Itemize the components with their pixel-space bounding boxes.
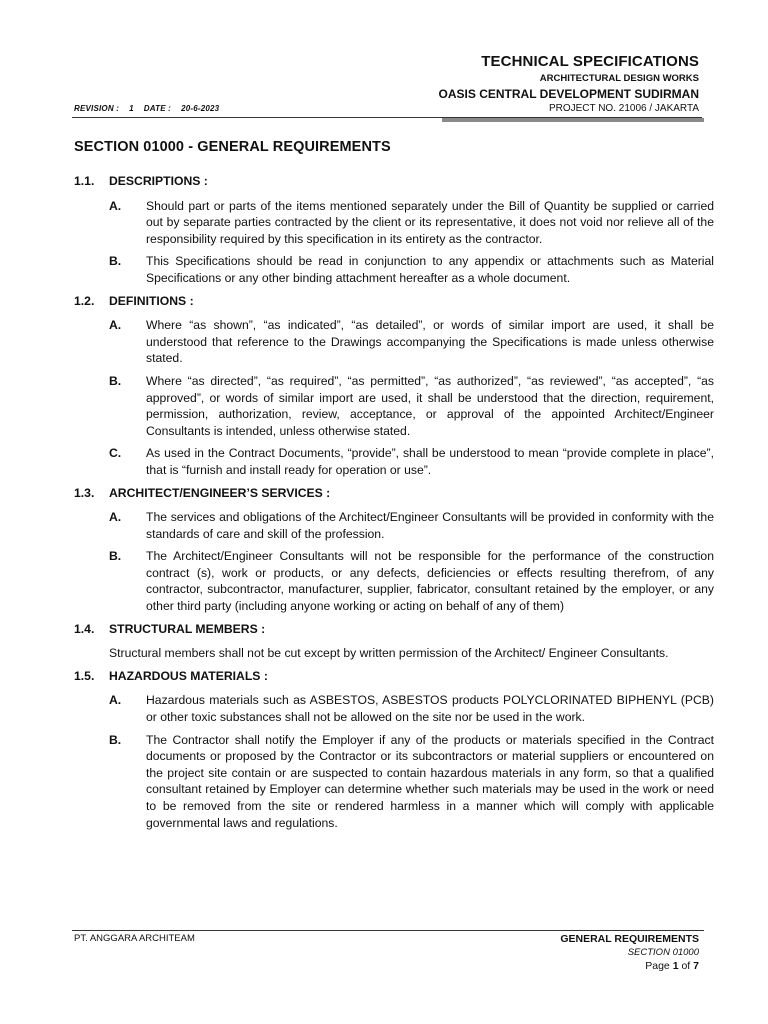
revision-date [74, 104, 229, 113]
list-item [109, 198, 714, 248]
section-heading-text: DESCRIPTIONS : [109, 174, 208, 188]
header-accent-bar [442, 118, 704, 122]
item-text: Hazardous materials such as ASBESTOS, ASBESTOS products POLYCLORINATED BIPHENYL (PCB) or other toxic substances shall not be allowed on the site nor be used in the work. [146, 693, 714, 725]
footer-section-ref: SECTION 01000 [627, 947, 699, 958]
section-number: 1.1. [74, 174, 95, 188]
section-heading-text: ARCHITECT/ENGINEER’S SERVICES : [109, 485, 331, 500]
section-number: 1.3. [74, 485, 95, 500]
item-text: Should part or parts of the items mentioned separately under the Bill of Quantity be supplied or carried out by separate parties contracted by the client or its representative, it does not void nor relieve all of the responsibility required by this specification in its entirety as the contractor. [146, 198, 714, 246]
section-heading-text: DEFINITIONS : [109, 293, 194, 308]
item-text: As used in the Contract Documents, “provide”, shall be understood to mean “provide complete in place”, that is “furnish and install ready for operation or use”. [146, 446, 714, 477]
section-heading [74, 173, 714, 190]
document-subtitle: ARCHITECTURAL DESIGN WORKS [539, 73, 699, 84]
list-item [109, 253, 714, 286]
list-item [109, 509, 714, 542]
item-letter: A. [109, 693, 122, 708]
item-letter: A. [109, 510, 122, 525]
date-label: DATE : [143, 104, 172, 113]
project-number: PROJECT NO. 21006 / JAKARTA [548, 103, 699, 114]
section-paragraph: Structural members shall not be cut except by written permission of the Architect/ Engineer Consultants. [109, 646, 669, 661]
item-letter: B. [109, 732, 122, 747]
section-heading [74, 621, 714, 638]
item-letter: B. [109, 549, 122, 564]
list-item [109, 692, 714, 725]
section-heading [74, 485, 714, 502]
section-heading [74, 668, 714, 685]
section-title: SECTION 01000 - GENERAL REQUIREMENTS [74, 139, 391, 155]
page-current: 1 [672, 960, 679, 972]
section-heading-text: STRUCTURAL MEMBERS : [109, 621, 266, 636]
footer-divider [72, 930, 704, 931]
project-name: OASIS CENTRAL DEVELOPMENT SUDIRMAN [438, 87, 699, 101]
item-letter: B. [109, 254, 122, 269]
list-item [109, 548, 714, 614]
date-value: 20-6-2023 [181, 104, 220, 113]
item-text: The services and obligations of the Architect/Engineer Consultants will be provided in conformity with the standards of care and skill of the profession. [146, 510, 714, 541]
company-name: PT. ANGGARA ARCHITEAM [74, 933, 195, 944]
item-text: This Specifications should be read in conjunction to any appendix or attachments such as Material Specifications or any other binding attachment hereafter as a whole document. [146, 254, 714, 285]
document-title: TECHNICAL SPECIFICATIONS [481, 53, 699, 70]
document-body [74, 173, 714, 837]
section-number: 1.4. [74, 621, 95, 636]
list-item [109, 317, 714, 367]
list-item [109, 373, 714, 439]
item-letter: A. [109, 318, 122, 333]
revision-value: 1 [129, 104, 134, 113]
item-letter: B. [109, 373, 122, 388]
item-text: The Architect/Engineer Consultants will not be responsible for the performance of the construction contract (s), work or products, or any defects, deficiencies or effects resulting therefrom, of any contractor, subcontractor, manufacturer, supplier, fabricator, consultant retained by the employer, or any other third party (including anyone working or acting on behalf of any of them) [146, 549, 714, 614]
list-item [109, 732, 714, 832]
item-letter: A. [109, 198, 122, 213]
page-number [645, 960, 699, 972]
revision-label: REVISION : [74, 104, 120, 113]
footer-doc-title: GENERAL REQUIREMENTS [560, 933, 699, 945]
section-heading-text: HAZARDOUS MATERIALS : [109, 668, 268, 683]
list-item [109, 445, 714, 478]
item-text: The Contractor shall notify the Employer if any of the products or materials specified in the Contract documents or proposed by the Contractor or its subcontractors or material suppliers or encountered on the project site contain or are suspected to contain hazardous materials in any form, so that a qualified consultant retained by Employer can determine whether such materials may be used in the work or need to be removed from the site or rendered harmless in a manner which will comply with applicable governmental laws and regulations. [146, 732, 714, 830]
page-of: of [681, 960, 691, 972]
page-label: Page [645, 960, 670, 972]
item-letter: C. [109, 446, 122, 461]
item-text: Where “as directed”, “as required”, “as permitted”, “as authorized”, “as reviewed”, “as accepted”, “as approved”, or words of similar import are used, it shall be understood that the direction, requirement, permission, authorization, review, acceptance, or approval of the appointed Architect/Engineer Consultants is intended, unless otherwise stated. [146, 373, 714, 438]
page-total: 7 [693, 960, 699, 972]
section-number: 1.2. [74, 293, 95, 308]
item-text: Where “as shown”, “as indicated”, “as detailed”, or words of similar import are used, it shall be understood that reference to the Drawings accompanying the Specifications is made unless otherwise stated. [146, 318, 714, 366]
section-number: 1.5. [74, 668, 95, 683]
section-heading [74, 293, 714, 310]
